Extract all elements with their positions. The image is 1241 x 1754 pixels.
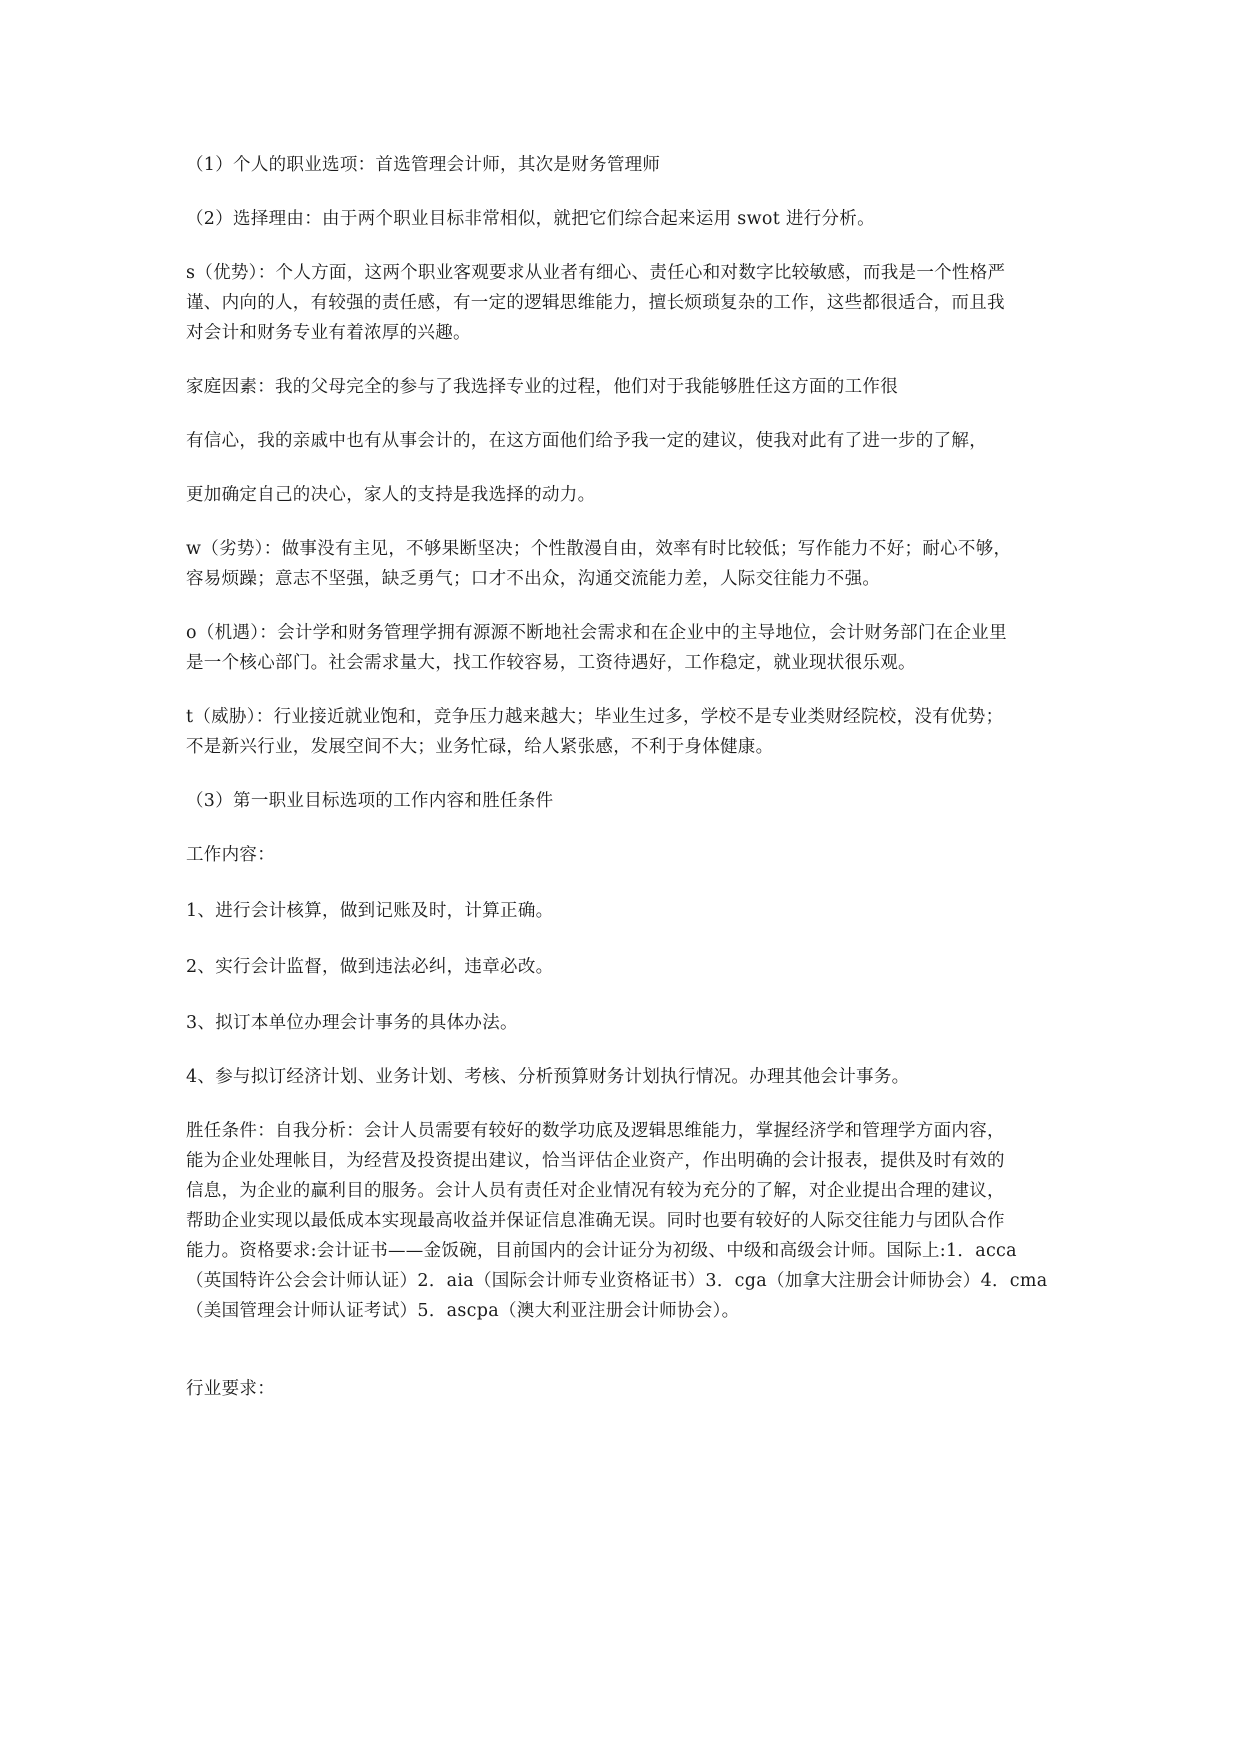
paragraph-work-content-heading bbox=[186, 840, 275, 870]
paragraph-threats bbox=[186, 702, 1003, 762]
text-line: 行业要求： bbox=[186, 1379, 275, 1399]
paragraph-strengths bbox=[186, 258, 1005, 348]
text-line: 有信心，我的亲戚中也有从事会计的，在这方面他们给予我一定的建议，使我对此有了进一步的了解， bbox=[186, 431, 987, 451]
text-line: （2）选择理由：由于两个职业目标非常相似，就把它们综合起来运用 swot 进行分析。 bbox=[186, 209, 875, 229]
text-line: 不是新兴行业，发展空间不大；业务忙碌，给人紧张感，不利于身体健康。 bbox=[186, 737, 774, 757]
paragraph-qualifications bbox=[186, 1116, 1048, 1326]
paragraph-industry-requirements bbox=[186, 1374, 275, 1404]
text-line: 工作内容： bbox=[186, 845, 275, 865]
text-line: （3）第一职业目标选项的工作内容和胜任条件 bbox=[186, 791, 554, 811]
text-line: 1、进行会计核算，做到记账及时，计算正确。 bbox=[186, 901, 554, 921]
text-line: 更加确定自己的决心，家人的支持是我选择的动力。 bbox=[186, 485, 596, 505]
text-line: （1）个人的职业选项：首选管理会计师，其次是财务管理师 bbox=[186, 155, 661, 175]
paragraph-selection-reason bbox=[186, 204, 875, 234]
text-line: s（优势）：个人方面，这两个职业客观要求从业者有细心、责任心和对数字比较敏感，而我是一个性格严 bbox=[186, 263, 1006, 283]
list-item-4 bbox=[186, 1062, 909, 1092]
text-line: o（机遇）：会计学和财务管理学拥有源源不断地社会需求和在企业中的主导地位，会计财务部门在企业里 bbox=[186, 623, 1007, 643]
text-line: 3、拟订本单位办理会计事务的具体办法。 bbox=[186, 1013, 518, 1033]
text-line: 谨、内向的人，有较强的责任感，有一定的逻辑思维能力，擅长烦琐复杂的工作，这些都很适合，而且我 bbox=[186, 293, 1005, 313]
paragraph-family-factors bbox=[186, 372, 898, 402]
text-line: w（劣势）：做事没有主见，不够果断坚决；个性散漫自由，效率有时比较低；写作能力不好；耐心不够， bbox=[186, 539, 1012, 559]
text-line: 家庭因素：我的父母完全的参与了我选择专业的过程，他们对于我能够胜任这方面的工作很 bbox=[186, 377, 898, 397]
text-line: t（威胁）：行业接近就业饱和，竞争压力越来越大；毕业生过多，学校不是专业类财经院校，没有优势； bbox=[186, 707, 1004, 727]
text-line: 容易烦躁；意志不坚强，缺乏勇气；口才不出众，沟通交流能力差，人际交往能力不强。 bbox=[186, 569, 881, 589]
paragraph-career-options bbox=[186, 150, 660, 180]
text-line: 是一个核心部门。社会需求量大，找工作较容易，工资待遇好，工作稳定，就业现状很乐观。 bbox=[186, 653, 916, 673]
list-item-1 bbox=[186, 896, 553, 926]
text-line: （英国特许公会会计师认证）2．aia（国际会计师专业资格证书）3．cga（加拿大注册会计师协会）4．cma bbox=[186, 1271, 1048, 1291]
text-line: 能为企业处理帐目，为经营及投资提出建议，恰当评估企业资产，作出明确的会计报表，提供及时有效的 bbox=[186, 1151, 1005, 1171]
text-line: 2、实行会计监督，做到违法必纠，违章必改。 bbox=[186, 957, 554, 977]
text-line: 信息，为企业的赢利目的服务。会计人员有责任对企业情况有较为充分的了解，对企业提出合理的建议， bbox=[186, 1181, 1005, 1201]
text-line: （美国管理会计师认证考试）5．ascpa（澳大利亚注册会计师协会）。 bbox=[186, 1301, 740, 1321]
paragraph-opportunities bbox=[186, 618, 1007, 678]
text-line: 帮助企业实现以最低成本实现最高收益并保证信息准确无误。同时也要有较好的人际交往能力与团队合作 bbox=[186, 1211, 1005, 1231]
list-item-2 bbox=[186, 952, 553, 982]
text-line: 能力。资格要求:会计证书——金饭碗，目前国内的会计证分为初级、中级和高级会计师。国际上:1．acca bbox=[186, 1241, 1017, 1261]
paragraph-weaknesses bbox=[186, 534, 1011, 594]
text-line: 4、参与拟订经济计划、业务计划、考核、分析预算财务计划执行情况。办理其他会计事务。 bbox=[186, 1067, 910, 1087]
text-line: 胜任条件：自我分析：会计人员需要有较好的数学功底及逻辑思维能力，掌握经济学和管理学方面内容， bbox=[186, 1121, 1005, 1141]
text-line: 对会计和财务专业有着浓厚的兴趣。 bbox=[186, 323, 471, 343]
paragraph-family-confidence bbox=[186, 426, 987, 456]
paragraph-family-support bbox=[186, 480, 595, 510]
list-item-3 bbox=[186, 1008, 518, 1038]
paragraph-first-career-goal bbox=[186, 786, 553, 816]
